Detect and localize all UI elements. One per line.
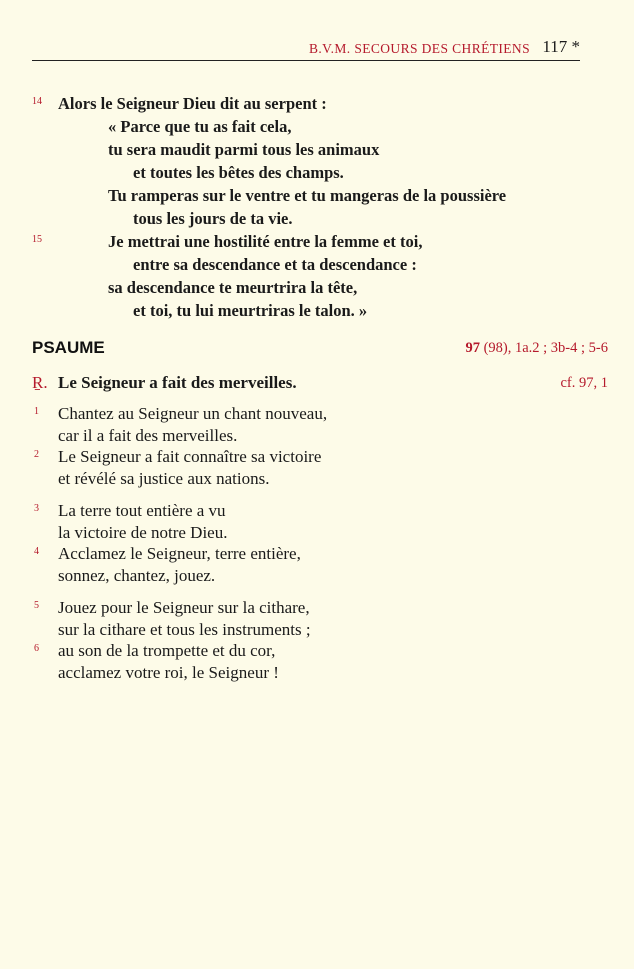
reading-line bbox=[32, 163, 592, 186]
psalm-line bbox=[32, 663, 592, 685]
psalm-line bbox=[32, 501, 592, 523]
reading-line bbox=[32, 94, 592, 117]
reading-line bbox=[32, 301, 592, 324]
psalm-line bbox=[32, 620, 592, 642]
verse-number: 4 bbox=[34, 546, 39, 557]
psalm-line bbox=[32, 469, 592, 491]
psalm-line-text: et révélé sa justice aux nations. bbox=[58, 468, 270, 488]
running-title: B.V.M. SECOURS DES CHRÉTIENS bbox=[309, 41, 530, 56]
psalm-line-text: Chantez au Seigneur un chant nouveau, bbox=[58, 404, 328, 423]
reading-line bbox=[32, 117, 592, 140]
reading-line-text: et toi, tu lui meurtriras le talon. » bbox=[133, 301, 368, 320]
psalm-line-text: La terre tout entière a vu bbox=[58, 501, 226, 520]
reading-line bbox=[32, 186, 592, 209]
verse-number: 14 bbox=[32, 96, 42, 107]
verse-number: 5 bbox=[34, 600, 39, 611]
psalm-line-text: la victoire de notre Dieu. bbox=[58, 522, 228, 542]
psalm-stanza bbox=[32, 598, 592, 684]
reading-line-text: tous les jours de ta vie. bbox=[133, 209, 293, 228]
psalm-line bbox=[32, 544, 592, 566]
psalm-stanza bbox=[32, 501, 592, 587]
reading-line-text: et toutes les bêtes des champs. bbox=[133, 163, 344, 182]
reading-line bbox=[32, 255, 592, 278]
reading-line-text: « Parce que tu as fait cela, bbox=[108, 117, 292, 136]
verse-number: 2 bbox=[34, 449, 39, 460]
psalm-line bbox=[32, 598, 592, 620]
page-header bbox=[32, 38, 580, 61]
psalm-reference bbox=[465, 340, 608, 357]
reading-line-text: sa descendance te meurtrira la tête, bbox=[108, 278, 358, 297]
psalm-line bbox=[32, 426, 592, 448]
psalm-line bbox=[32, 447, 592, 469]
refrain-text: Le Seigneur a fait des merveilles. bbox=[58, 373, 297, 392]
verse-number: 15 bbox=[32, 234, 42, 245]
reading-line-text: entre sa descendance et ta descendance : bbox=[133, 255, 417, 274]
psalm-line bbox=[32, 523, 592, 545]
psalm-number: 97 bbox=[465, 340, 480, 356]
response-symbol: Ṟ. bbox=[32, 373, 48, 392]
psalm-line-text: Acclamez le Seigneur, terre entière, bbox=[58, 544, 301, 563]
psalm-heading: PSAUME bbox=[32, 338, 105, 357]
verse-number: 6 bbox=[34, 643, 39, 654]
reading-line bbox=[32, 140, 592, 163]
psalm-verses: (98), 1a.2 ; 3b-4 ; 5-6 bbox=[479, 340, 608, 356]
page-number: 117 * bbox=[542, 37, 580, 56]
reading-line-text: Je mettrai une hostilité entre la femme et toi, bbox=[108, 232, 423, 251]
psalm-body bbox=[32, 404, 592, 695]
refrain-reference: cf. 97, 1 bbox=[560, 375, 608, 391]
reading-line bbox=[32, 209, 592, 232]
reading-line bbox=[32, 232, 592, 255]
psalm-line-text: sur la cithare et tous les instruments ; bbox=[58, 619, 311, 639]
psalm-line bbox=[32, 641, 592, 663]
reading-line-text: Tu ramperas sur le ventre et tu mangeras de la poussière bbox=[108, 186, 507, 205]
psalm-line bbox=[32, 566, 592, 588]
psalm-line-text: au son de la trompette et du cor, bbox=[58, 641, 276, 660]
psalm-line-text: Jouez pour le Seigneur sur la cithare, bbox=[58, 598, 310, 617]
verse-number: 1 bbox=[34, 406, 39, 417]
reading-line bbox=[32, 278, 592, 301]
psalm-line-text: sonnez, chantez, jouez. bbox=[58, 565, 216, 585]
psalm-line-text: Le Seigneur a fait connaître sa victoire bbox=[58, 447, 322, 466]
reading-passage bbox=[32, 94, 592, 324]
psalm-line-text: acclamez votre roi, le Seigneur ! bbox=[58, 662, 279, 682]
reading-line-text: Alors le Seigneur Dieu dit au serpent : bbox=[58, 94, 327, 113]
psalm-line bbox=[32, 404, 592, 426]
psalm-stanza bbox=[32, 404, 592, 490]
reading-line-text: tu sera maudit parmi tous les animaux bbox=[108, 140, 380, 159]
psalm-line-text: car il a fait des merveilles. bbox=[58, 425, 238, 445]
verse-number: 3 bbox=[34, 503, 39, 514]
